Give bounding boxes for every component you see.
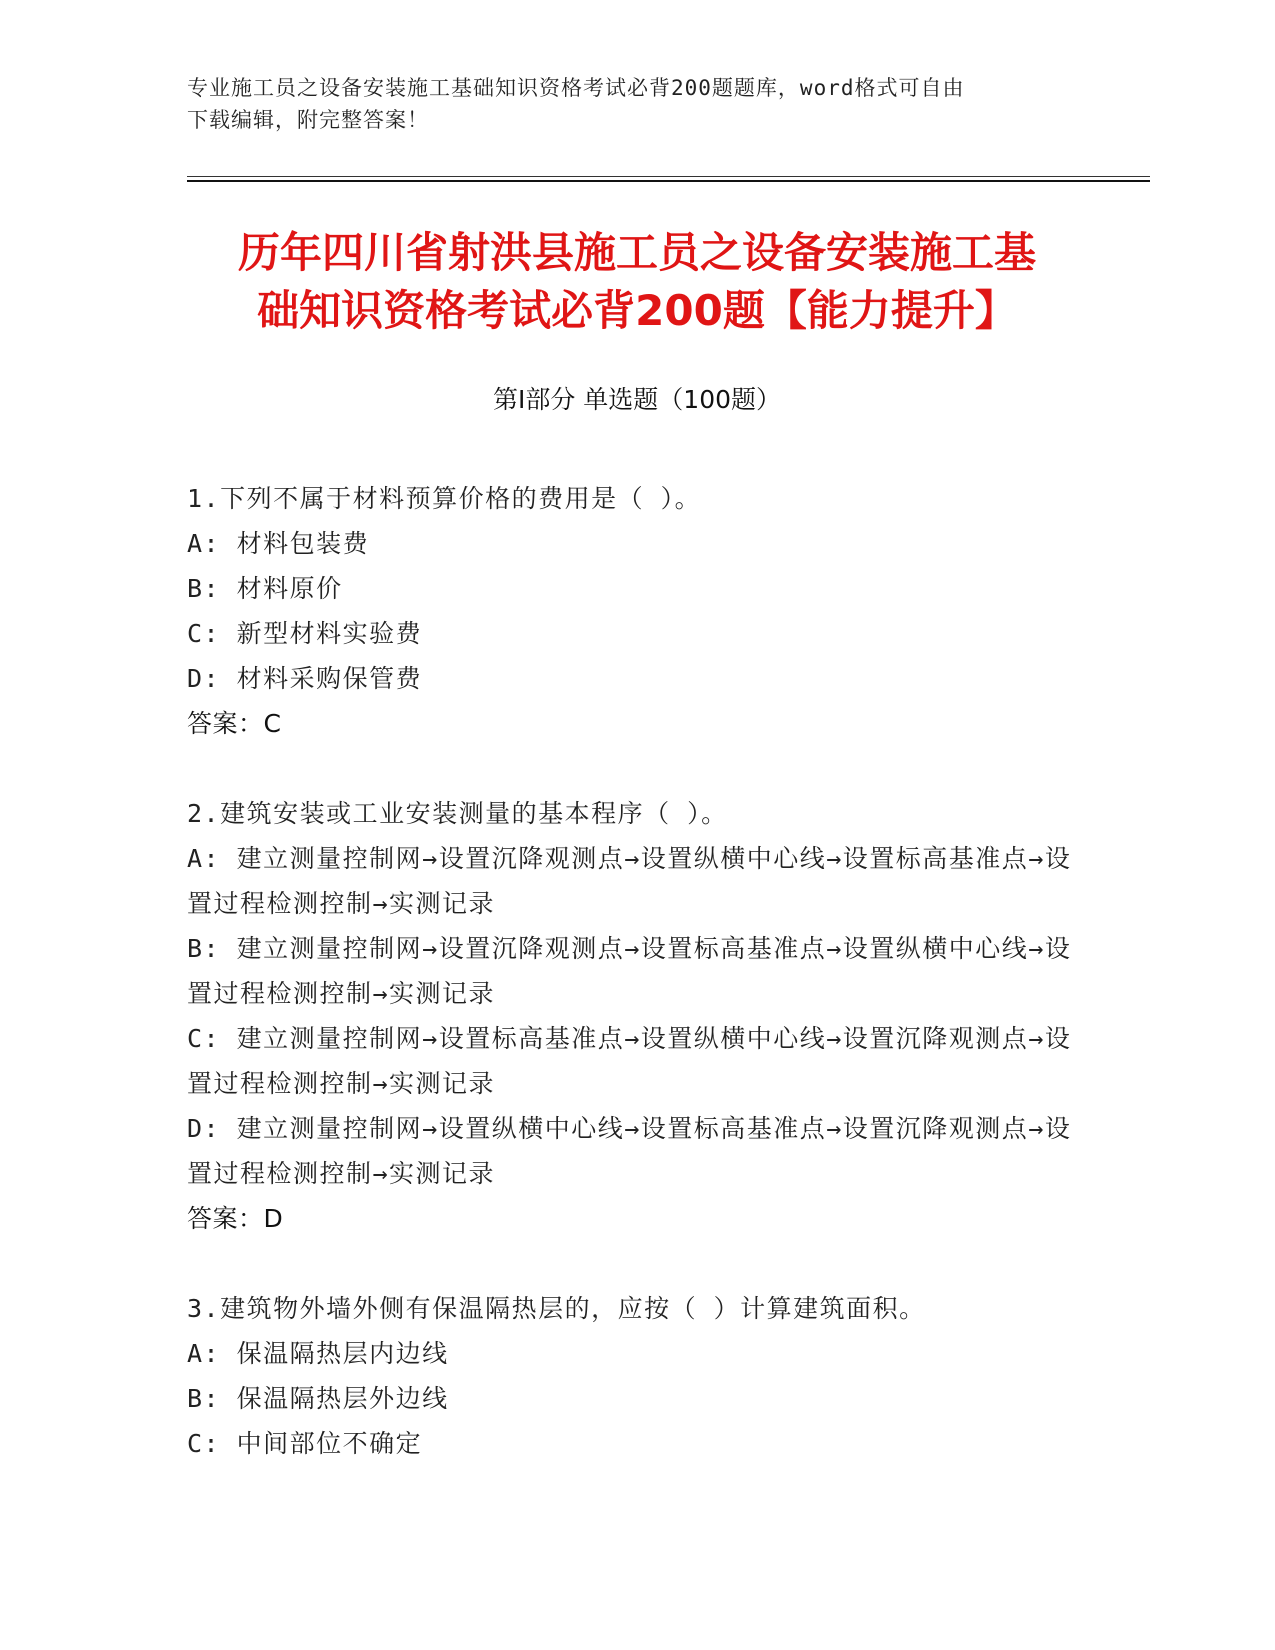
question-list [187,476,1087,1511]
question-stem: 2.建筑安装或工业安装测量的基本程序（ ）。 [187,799,728,828]
question-1 [187,476,1087,746]
question-2 [187,791,1087,1241]
document-title [187,224,1087,340]
option-c: C: 中间部位不确定 [187,1429,423,1458]
document-title-line-2: 础知识资格考试必背200题【能力提升】 [257,286,1017,335]
option-b: B: 材料原价 [187,574,343,603]
answer: 答案：C [187,709,282,738]
header-divider-thick [187,180,1150,182]
option-c: C: 新型材料实验费 [187,619,423,648]
header-note-line-2: 下载编辑，附完整答案！ [187,108,429,132]
option-b: B: 保温隔热层外边线 [187,1384,449,1413]
section-heading: 第Ⅰ部分 单选题（100题） [492,385,782,414]
header-note [187,72,1067,136]
option-a: A: 材料包装费 [187,529,370,558]
option-c: C: 建立测量控制网→设置标高基准点→设置纵横中心线→设置沉降观测点→设置过程检测控制→实测记录 [187,1024,1072,1098]
header-divider-thin [187,176,1150,177]
question-stem: 1.下列不属于材料预算价格的费用是（ ）。 [187,484,702,513]
option-d: D: 材料采购保管费 [187,664,423,693]
answer: 答案：D [187,1204,284,1233]
document-title-line-1: 历年四川省射洪县施工员之设备安装施工基 [237,228,1036,277]
option-a: A: 保温隔热层内边线 [187,1339,449,1368]
option-d: D: 建立测量控制网→设置纵横中心线→设置标高基准点→设置沉降观测点→设置过程检测控制→实测记录 [187,1114,1072,1188]
question-3 [187,1286,1087,1466]
header-note-line-1: 专业施工员之设备安装施工基础知识资格考试必背200题题库，word格式可自由 [187,76,965,100]
question-stem: 3.建筑物外墙外侧有保温隔热层的，应按（ ）计算建筑面积。 [187,1294,926,1323]
option-a: A: 建立测量控制网→设置沉降观测点→设置纵横中心线→设置标高基准点→设置过程检测控制→实测记录 [187,844,1072,918]
option-b: B: 建立测量控制网→设置沉降观测点→设置标高基准点→设置纵横中心线→设置过程检测控制→实测记录 [187,934,1072,1008]
